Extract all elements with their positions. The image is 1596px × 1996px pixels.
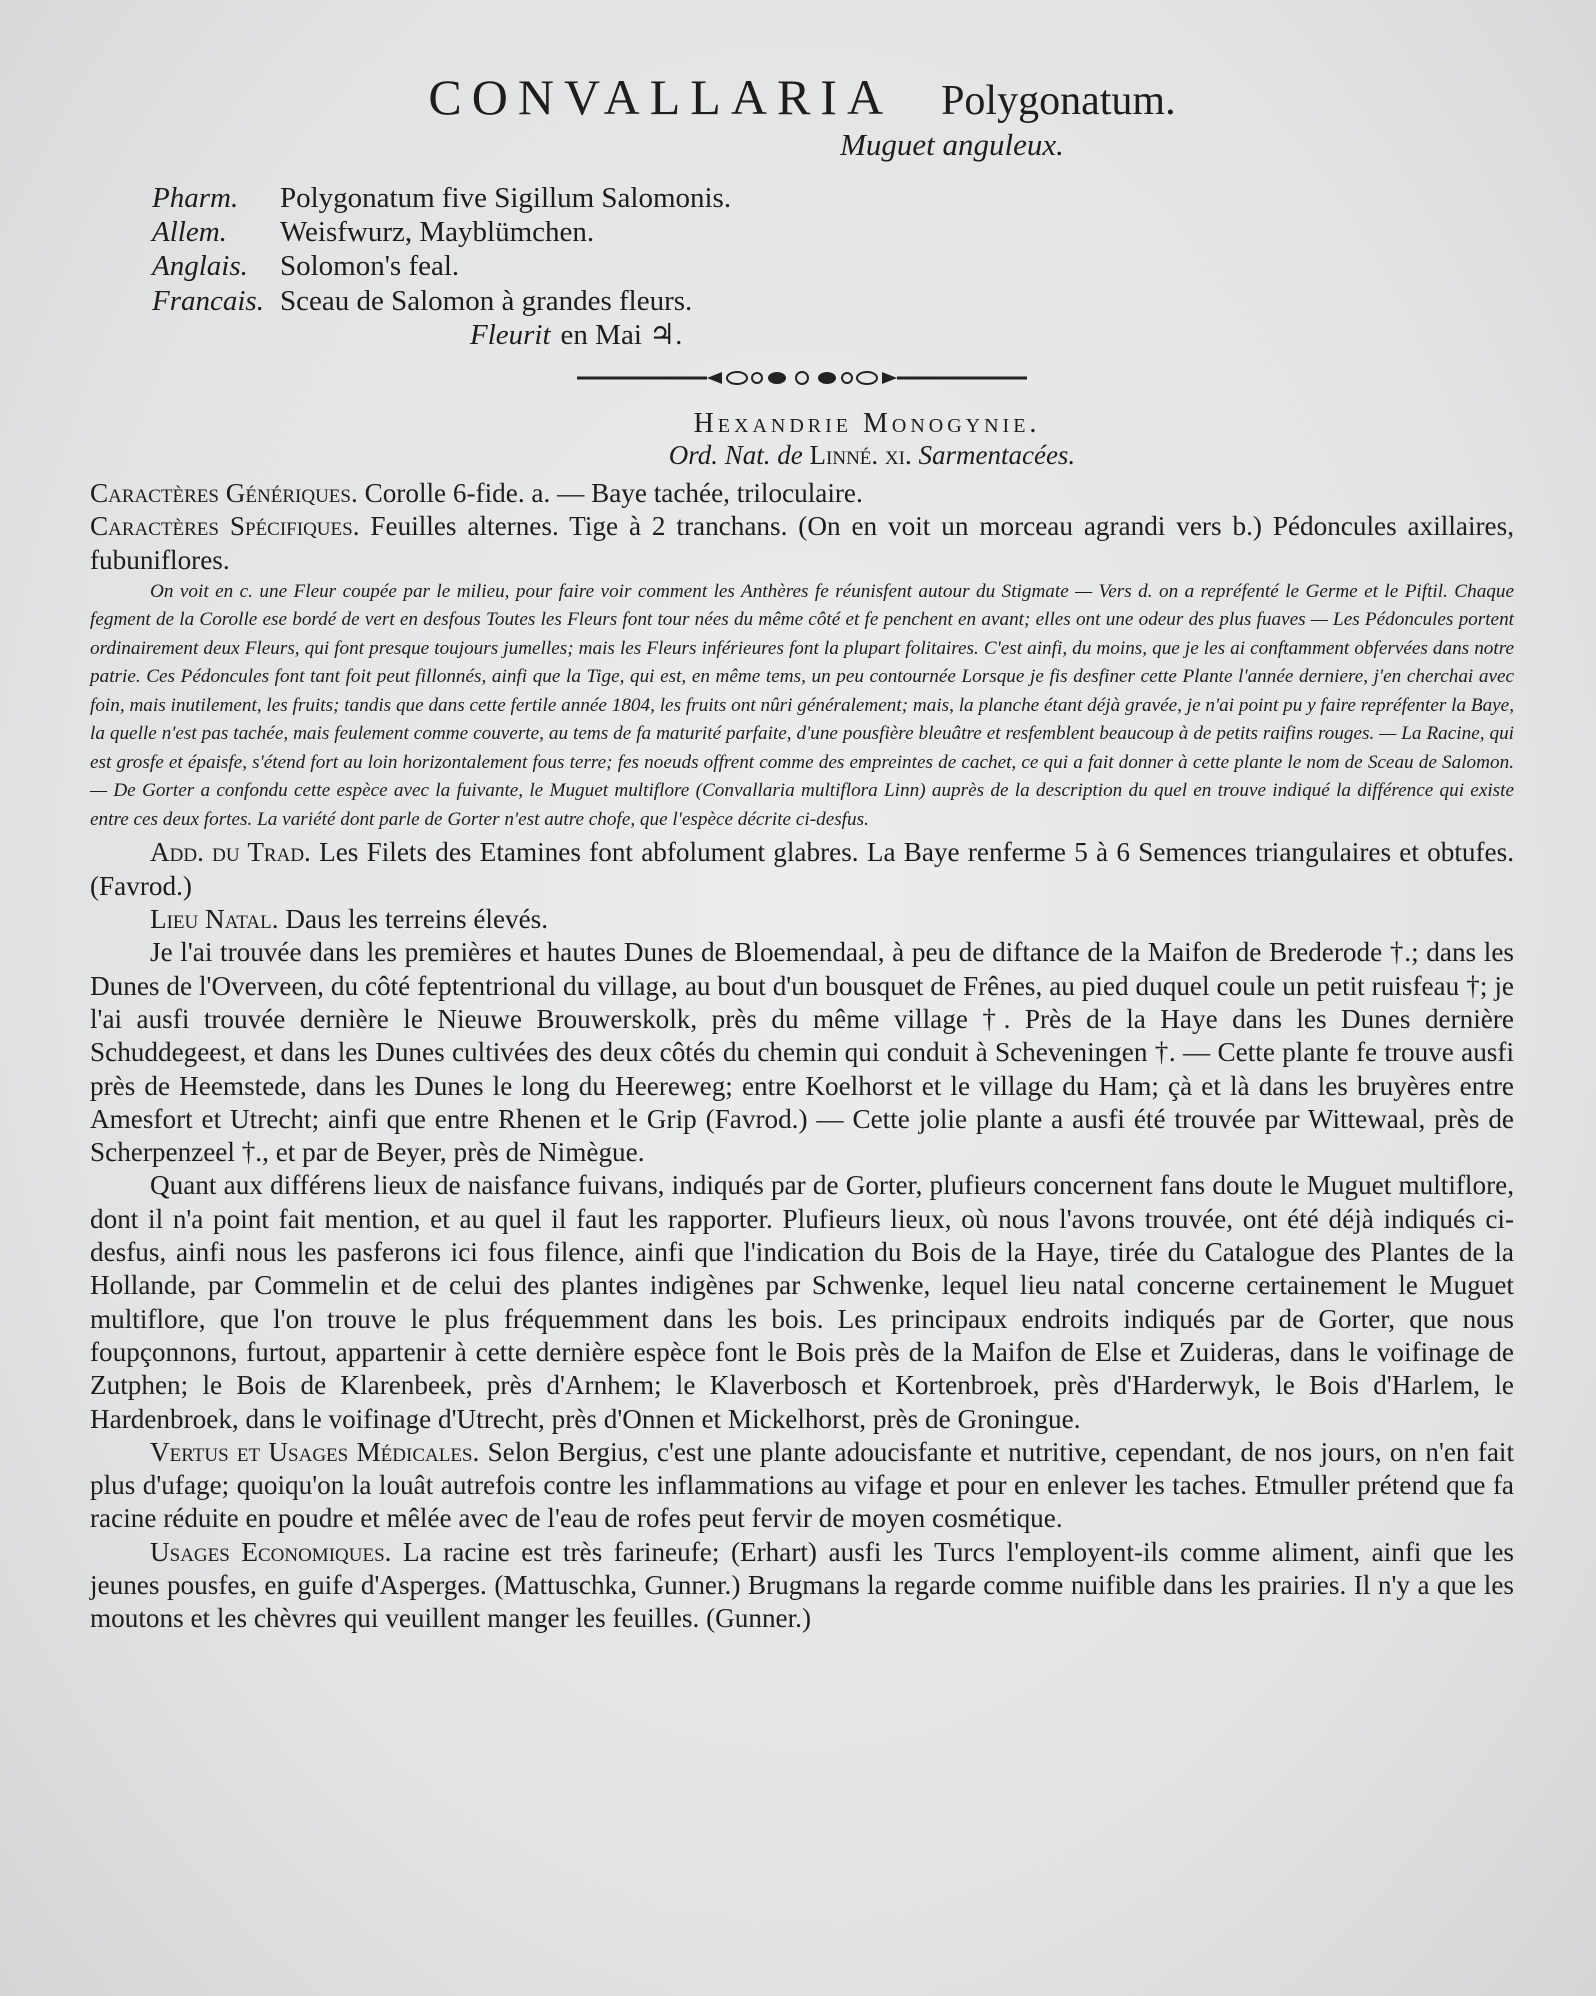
specific-text: Feuilles alternes. Tige à 2 tranchans. (On en voit un morceau agrandi vers b.) Pédoncules axillaires, fubuniflores. <box>90 511 1514 575</box>
vertus-text: Selon Bergius, c'est une plante adoucisfante et nutritive, cependant, de nos jours, on n'en fait plus d'ufage; quoiqu'on la louât autrefois contre les inflammations au vifage et pour en enlever les taches. Etmuller prétend que fa racine réduite en poudre et mêlée avec de l'eau de rofes peut fervir de moyen cosmétique. <box>90 1436 1514 1534</box>
generic-text: Corolle 6-fide. a. — Baye tachée, triloculaire. <box>364 478 863 509</box>
order-author: Linné. <box>809 440 879 471</box>
native-habitat <box>90 903 1514 936</box>
language-label: Allem. <box>152 216 227 249</box>
add-trad-label: Add. du Trad. <box>150 837 311 868</box>
language-label: Francais. <box>152 284 264 317</box>
order-family: Sarmentacées. <box>918 440 1076 471</box>
common-name: Muguet anguleux. <box>840 127 1064 162</box>
localities-paragraph: Je l'ai trouvée dans les premières et hautes Dunes de Bloemendaal, à peu de diftance de la Maifon de Brederode †.; dans les Dunes de l'Overveen, du côté feptentrional du village, au bout d'un bousquet de Frênes, au pied duquel coule un petit ruisfeau †; je l'ai ausfi trouvée dernière le Nieuwe Brouwerskolk, près du même village †. Près de la Haye dans les Dunes dernière Schuddegeest, et dans les Dunes cultivées des deux côtés du chemin qui conduit à Scheveningen †. — Cette plante fe trouve ausfi près de Heemstede, dans les Dunes le long du Heereweg; entre Koelhorst et le village du Ham; çà et là dans les bruyères entre Amesfort et Utrecht; ainfi que entre Rhenen et le Grip (Favrod.) — Cette jolie plante a ausfi été trouvée par Wittewaal, près de Scherpenzeel †., et par de Beyer, près de Nimègue. <box>90 937 1514 1168</box>
name-row <box>152 215 747 249</box>
order-number: xi. <box>884 440 912 471</box>
usages-label: Usages Economiques. <box>150 1536 392 1567</box>
vernacular-names-table <box>152 181 747 318</box>
lieu-natal-label: Lieu Natal. <box>150 904 279 935</box>
name-row <box>152 284 747 318</box>
name-row <box>152 249 747 283</box>
lieu-natal-text: Daus les terreins élevés. <box>285 904 549 935</box>
language-label: Anglais. <box>152 250 248 283</box>
vernacular-name: Sceau de Salomon à grandes fleurs. <box>279 284 693 317</box>
flowering-text: en Mai ♃. <box>560 318 683 351</box>
natural-order <box>230 440 1514 471</box>
vernacular-name: Weisfwurz, Mayblümchen. <box>279 216 595 249</box>
vernacular-name: Solomon's feal. <box>279 250 460 283</box>
flowering-time <box>470 318 1514 352</box>
specific-characters <box>90 510 1514 577</box>
name-row <box>152 181 747 215</box>
genus-name: CONVALLARIA <box>428 69 894 125</box>
page-title <box>90 70 1514 125</box>
language-label: Pharm. <box>152 182 239 214</box>
description-note: On voit en c. une Fleur coupée par le milieu, pour faire voir comment les Anthères fe réunisfent autour du Stigmate — Vers d. on a repréfenté le Germe et le Piftil. Chaque fegment de la Corolle ese bordé de vert en desfous Toutes les Fleurs font tour nées du même côté et fe penchent en avant; elles ont une odeur des plus fuaves — Les Pédoncules portent ordinairement deux Fleurs, qui font presque toujours jumelles; mais les Fleurs inférieures font la plupart folitaires. C'est ainfi, du moins, que je les ai conftamment obfervées dans notre patrie. Ces Pédoncules font tant foit peut fillonnés, ainfi que la Tige, qui est, en même tems, un peu contournée Lorsque je fis desfiner cette Plante l'année derniere, j'en cherchai avec foin, mais inutilement, les fruits; tandis que dans cette fertile année 1804, les fruits ont nûri généralement; mais, la planche étant déjà gravée, je n'ai point pu y faire repréfenter la Baye, la quelle n'est pas tachée, mais feulement comme couverte, au tems de fa maturité parfaite, d'une pousfière bleuâtre et resfemblent beaucoup à de petits raifins rouges. — La Racine, qui est grosfe et épaisfe, s'étend fort au loin horizontalement fous terre; fes noeuds offrent comme des empreintes de cachet, ce qui a fait donner à cette plante le nom de Sceau de Salomon. — De Gorter a confondu cette espèce avec la fuivante, le Muguet multiflore (Convallaria multiflora Linn) auprès de la description du quel en trouve indiqué la différence qui existe entre ces deux fortes. La variété dont parle de Gorter n'est autre chofe, que l'espèce décrite ci-desfus. <box>90 580 1514 830</box>
add-trad-text: Les Filets des Etamines font abfolument glabres. La Baye renferme 5 à 6 Semences triangulaires et obtufes. (Favrod.) <box>90 837 1514 901</box>
vernacular-name: Polygonatum five Sigillum Salomonis. <box>279 182 732 214</box>
flowering-label: Fleurit <box>470 318 551 351</box>
usages-text: La racine est très farineufe; (Erhart) ausfi les Turcs l'employent-ils comme aliment, ainfi que les jeunes pousfes, en guife d'Asperges. (Mattuschka, Gunner.) Brugmans la regarde comme nuifible dans les prairies. Il n'y a que les moutons et les chèvres qui veuillent manger les feuilles. (Gunner.) <box>90 1536 1515 1634</box>
linnaean-class: Hexandrie Monogynie. <box>693 408 1041 440</box>
vertus-label: Vertus et Usages Médicales. <box>150 1436 480 1467</box>
generic-characters <box>90 477 1514 510</box>
translator-addition <box>90 836 1514 903</box>
other-localities-paragraph: Quant aux différens lieux de naisfance fuivans, indiqués par de Gorter, plufieurs concernent fans doute le Muguet multiflore, dont il n'a point fait mention, et au quel il faut les rapporter. Plufieurs lieux, où nous l'avons trouvée, ont été déjà indiqués ci-desfus, ainfi nous les pasferons ici fous filence, ainfi que l'indication du Bois de la Haye, tirée du Catalogue des Plantes de la Hollande, par Commelin et de celui des plantes indigènes par Schwenke, lequel lieu natal concerne certainement le Muguet multiflore, que l'on trouve le plus fréquemment dans les bois. Les principaux endroits indiqués par de Gorter, que nous foupçonnons, furtout, appartenir à cette dernière espèce font le Bois près de la Maifon de Else et Zuideras, dans le voifinage de Zutphen; le Bois de Klarenbeek, près d'Arnhem; le Klaverbosch et Kortenbroek, près d'Harderwyk, le Bois d'Harlem, le Hardenbroek, dans le voifinage d'Utrecht, près d'Onnen et Mickelhorst, près de Groningue. <box>90 1170 1514 1434</box>
economic-uses <box>90 1536 1514 1636</box>
medicinal-uses <box>90 1436 1514 1536</box>
ornament-divider-icon <box>577 366 1027 390</box>
species-name: Polygonatum. <box>941 78 1176 124</box>
specific-label: Caractères Spécifiques. <box>90 511 360 542</box>
generic-label: Caractères Génériques. <box>90 478 358 509</box>
order-prefix: Ord. Nat. de <box>668 440 803 471</box>
